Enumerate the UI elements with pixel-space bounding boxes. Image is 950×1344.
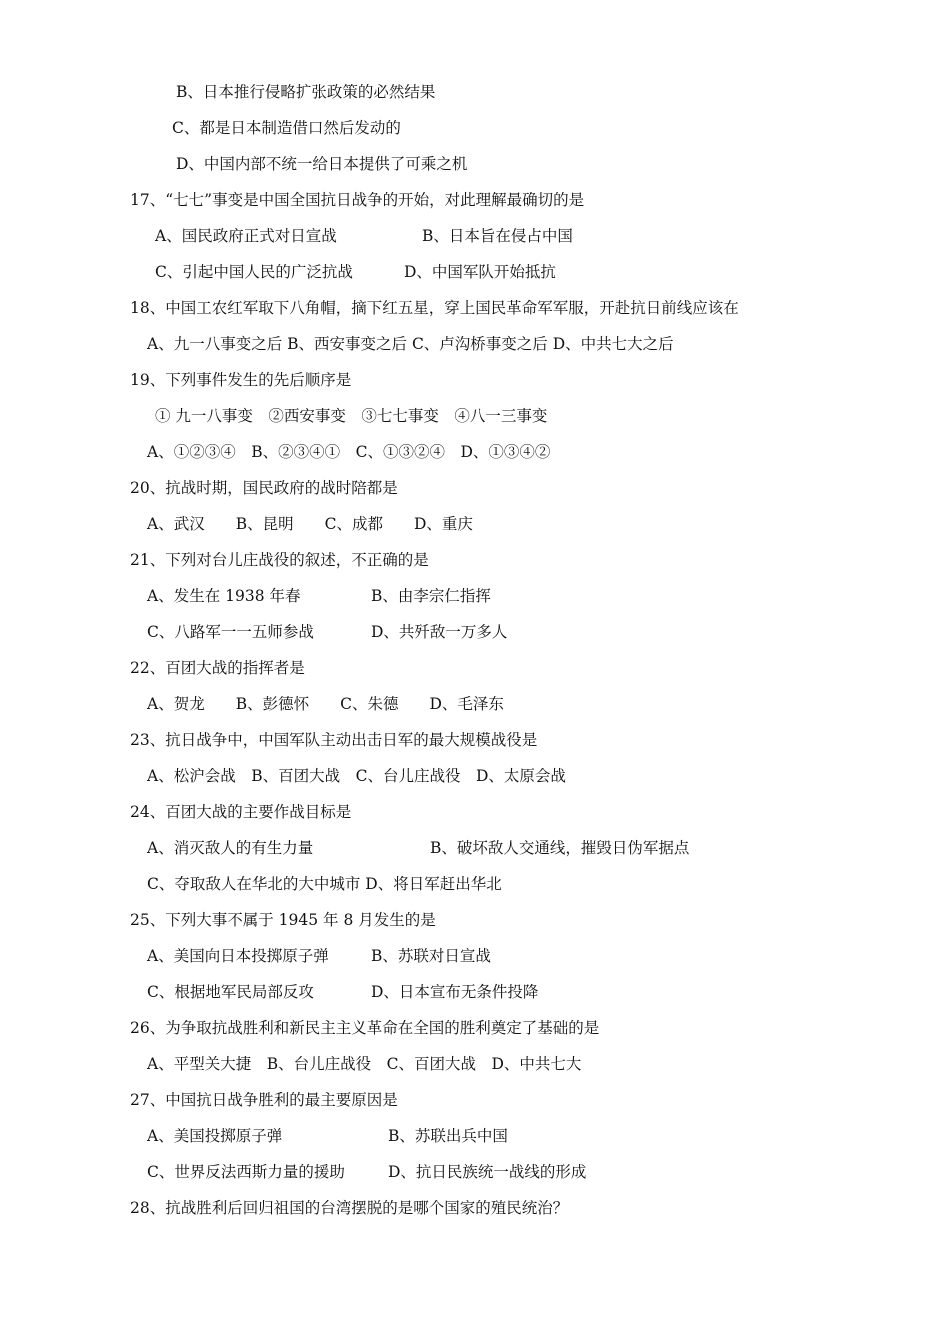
- question-text: 20、抗战时期，国民政府的战时陪都是: [130, 479, 398, 497]
- options-text: A、平型关大捷 B、台儿庄战役 C、百团大战 D、中共七大: [147, 1055, 582, 1073]
- question-text: 28、抗战胜利后回归祖国的台湾摆脱的是哪个国家的殖民统治？: [130, 1199, 569, 1217]
- option-text: C、都是日本制造借口然后发动的: [172, 119, 401, 137]
- question-text: 25、下列大事不属于 1945 年 8 月发生的是: [130, 911, 436, 929]
- question-text: 22、百团大战的指挥者是: [130, 659, 305, 677]
- option-c: C、根据地军民局部反攻: [147, 983, 314, 1001]
- options-text: A、松沪会战 B、百团大战 C、台儿庄战役 D、太原会战: [147, 767, 566, 785]
- option-c: C、引起中国人民的广泛抗战: [155, 263, 353, 281]
- question-text: 19、下列事件发生的先后顺序是: [130, 371, 352, 389]
- option-d: D、共歼敌一万多人: [371, 623, 508, 641]
- options-text: A、贺龙 B、彭德怀 C、朱德 D、毛泽东: [147, 695, 504, 713]
- option-b: B、破坏敌人交通线，摧毁日伪军据点: [430, 839, 690, 857]
- question-text: 27、中国抗日战争胜利的最主要原因是: [130, 1091, 398, 1109]
- option-text: D、中国内部不统一给日本提供了可乘之机: [176, 155, 468, 173]
- option-c: C、世界反法西斯力量的援助: [147, 1163, 345, 1181]
- question-text: 24、百团大战的主要作战目标是: [130, 803, 352, 821]
- question-text: 21、下列对台儿庄战役的叙述，不正确的是: [130, 551, 429, 569]
- options-text: A、武汉 B、昆明 C、成都 D、重庆: [147, 515, 473, 533]
- option-d: D、日本宣布无条件投降: [371, 983, 539, 1001]
- option-b: B、苏联对日宣战: [371, 947, 491, 965]
- option-b: B、日本旨在侵占中国: [422, 227, 573, 245]
- option-a: A、美国投掷原子弹: [147, 1127, 283, 1145]
- option-b: B、由李宗仁指挥: [371, 587, 491, 605]
- question-text: 17、“七七”事变是中国全国抗日战争的开始，对此理解最确切的是: [130, 191, 585, 209]
- option-a: A、发生在 1938 年春: [147, 587, 301, 605]
- option-d: D、抗日民族统一战线的形成: [388, 1163, 587, 1181]
- question-text: 18、中国工农红军取下八角帽，摘下红五星，穿上国民革命军军服，开赴抗日前线应该在: [130, 299, 739, 317]
- question-text: 23、抗日战争中，中国军队主动出击日军的最大规模战役是: [130, 731, 538, 749]
- options-text: C、夺取敌人在华北的大中城市 D、将日军赶出华北: [147, 875, 502, 893]
- option-d: D、中国军队开始抵抗: [404, 263, 556, 281]
- option-text: B、日本推行侵略扩张政策的必然结果: [176, 83, 436, 101]
- events-text: ① 九一八事变 ②西安事变 ③七七事变 ④八一三事变: [155, 407, 548, 425]
- option-a: A、消灭敌人的有生力量: [147, 839, 314, 857]
- option-c: C、八路军一一五师参战: [147, 623, 314, 641]
- option-b: B、苏联出兵中国: [388, 1127, 508, 1145]
- option-a: A、美国向日本投掷原子弹: [147, 947, 329, 965]
- options-text: A、九一八事变之后 B、西安事变之后 C、卢沟桥事变之后 D、中共七大之后: [147, 335, 674, 353]
- options-text: A、①②③④ B、②③④① C、①③②④ D、①③④②: [147, 443, 551, 461]
- option-a: A、国民政府正式对日宣战: [155, 227, 337, 245]
- question-text: 26、为争取抗战胜利和新民主主义革命在全国的胜利奠定了基础的是: [130, 1019, 600, 1037]
